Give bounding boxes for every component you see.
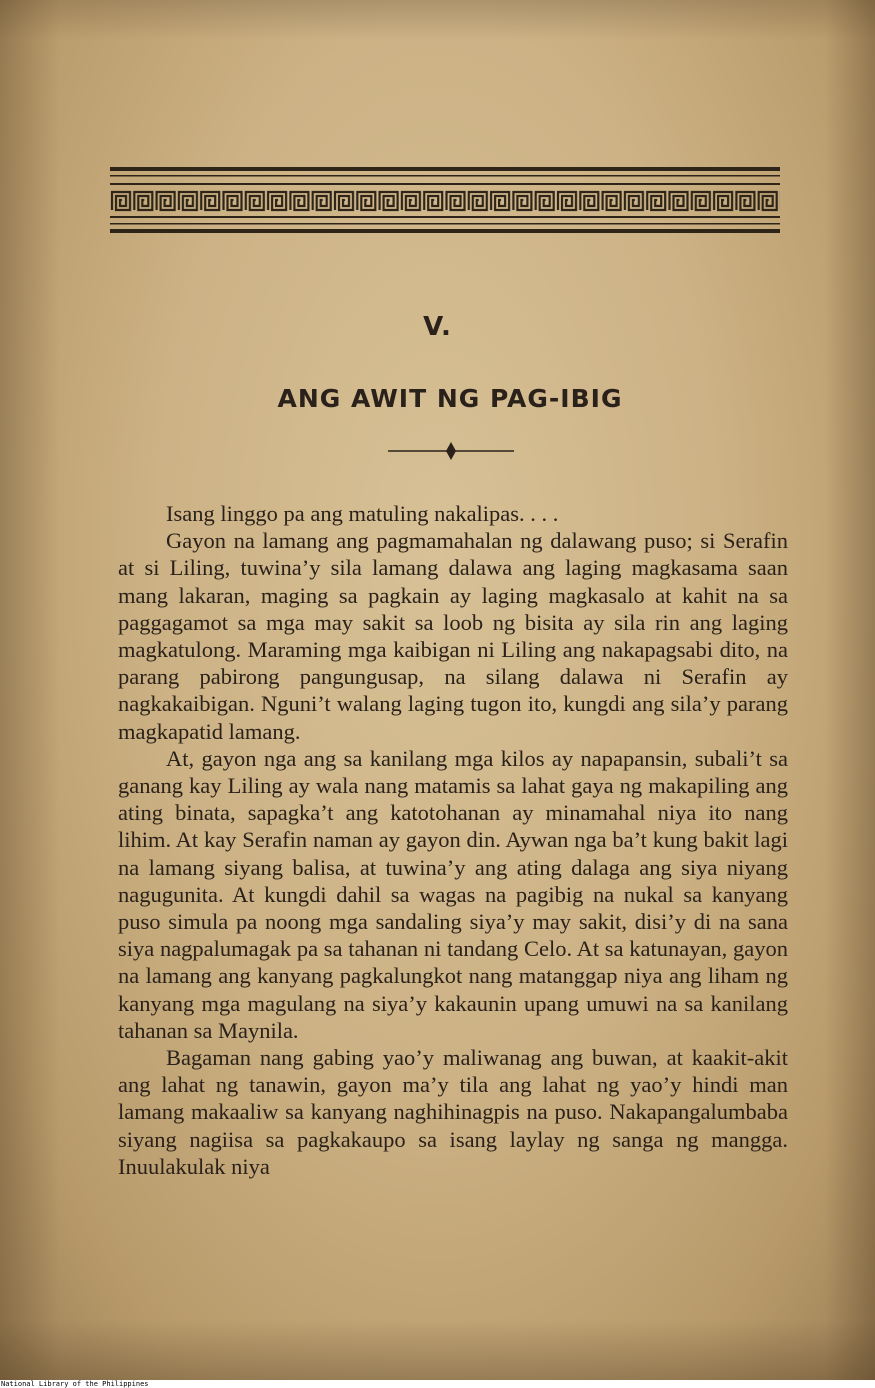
page-edge-shadow-left [0,0,60,1380]
greek-key-ornament [110,165,780,237]
paragraph: Bagaman nang gabing yao’y maliwanag ang buwan, at kaakit-akit ang lahat ng tanawin, gayon ma’y tila ang lahat ng yao’y hindi man lamang makaaliw sa kanyang naghihinagpis na puso. Nakapangalumbaba siyang nagiisa sa pagkakaupo sa isang laylay ng sanga ng mangga. Inuulakulak niya [118,1045,788,1179]
page-edge-shadow-right [825,0,875,1380]
library-credit: National Library of the Philippines [0,1380,875,1388]
chapter-title: ANG AWIT NG PAG-IBIG [277,384,623,413]
paragraph: Isang linggo pa ang matuling nakalipas. . . . [166,501,559,526]
page-edge-shadow-top [0,0,875,40]
chapter-number: V. [423,312,452,342]
paragraph: At, gayon nga ang sa kanilang mga kilos ay napapansin, subali’t sa ganang kay Liling ay wala nang matamis sa lahat gaya ng makapiling ang ating binata, sapagka’t ang katotohanan ay minamahal niya ito nang lihim. At kay Serafin naman ay gayon din. Aywan nga ba’t kung bakit lagi na lamang siyang balisa, at tuwina’y ang ating dalaga ang siya niyang nagugunita. At kungdi dahil sa wagas na pagibig na nukal sa kanyang puso simula pa noong mga sandaling siya’y may sakit, disi’y di na sana siya nagpalumagak pa sa tahanan ni tandang Celo. At sa katunayan, gayon na lamang ang kanyang pagkalungkot nang matanggap niya ang liham ng kanyang mga magulang na siya’y kakaunin upang umuwi na sa kanilang tahanan sa Maynila. [118,745,788,1043]
page-edge-shadow-bottom [0,1320,875,1380]
title-divider-ornament [388,440,514,462]
chapter-body [118,500,788,1180]
paragraph: Gayon na lamang ang pagmamahalan ng dalawang puso; si Serafin at si Liling, tuwina’y sila lamang dalawa ang laging magkasama saan mang lakaran, maging sa pagkain ay laging magkasalo at kahit na sa paggagamot sa mga may sakit sa loob ng bisita ay sila rin ang laging magkatulong. Maraming mga kaibigan ni Liling ang nakapagsabi dito, na parang pabirong pangungusap, na silang dalawa ni Serafin ay nagkakaibigan. Nguni’t walang laging tugon ito, kungdi ang sila’y parang magkapatid lamang. [118,528,788,744]
